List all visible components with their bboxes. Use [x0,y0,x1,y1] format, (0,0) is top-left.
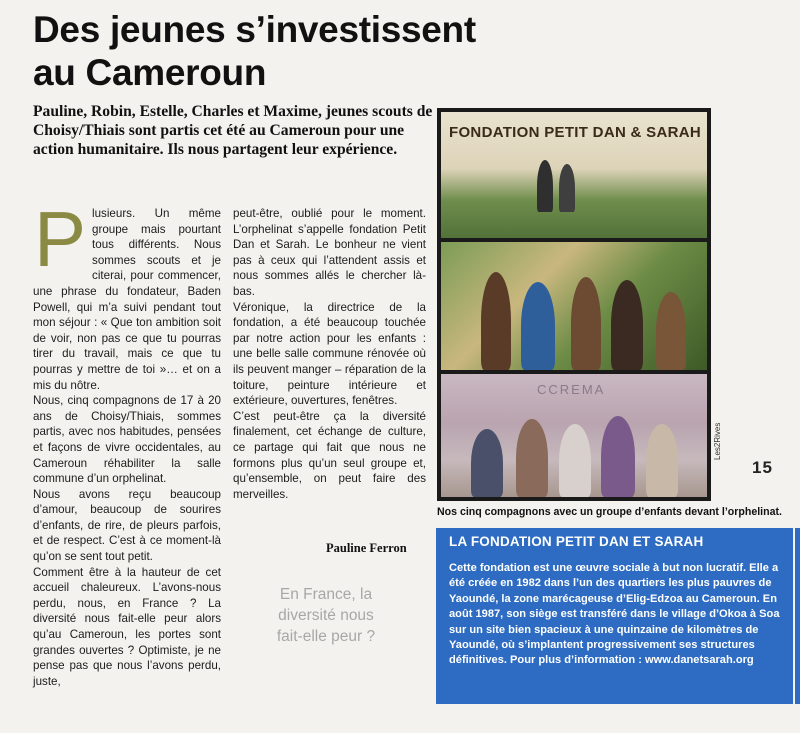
photo-collage [437,108,711,501]
photo-orphanage-sign [441,112,707,238]
title-line-2: au Cameroun [33,52,267,93]
paragraph: Véronique, la directrice de la fondation, a été beaucoup touchée par notre action pour les enfants : une belle salle commune rénovée où ils peuvent manger – réparation de la toiture, peinture intérieure et extérieure, ouvertures, fenêtres. [233,300,426,408]
paragraph: Nous, cinq compagnons de 17 à 20 ans de Choisy/Thiais, sommes partis, avec nos habitudes, pensées et façons de vivre occidentales, au Cameroun réhabiliter la salle commune d’un orphelinat. [33,394,221,486]
drop-cap: P [34,195,87,283]
painted-figure [537,160,553,212]
info-box [436,528,793,704]
paragraph: Comment être à la hauteur de cet accueil chaleureux. L’avons-nous perdu, nous, en France ? La diversité nous fait-elle peur alors qu’au Cameroun, les portes sont grandes ouvertes ? Optimiste, je ne pense pas que nous l’avons perdu, juste, [33,565,221,688]
photo-caption: Nos cinq compagnons avec un groupe d’enfants devant l’orphelinat. [437,506,782,518]
body-column-2 [233,206,426,502]
article-lead: Pauline, Robin, Estelle, Charles et Maxime, jeunes scouts de Choisy/Thiais sont partis cet été au Cameroun pour une action humanitaire. Ils nous partagent leur expérience. [33,103,433,158]
paragraph: Nous avons reçu beaucoup d’amour, beaucoup de sourires d’enfants, de rire, de pleurs parfois, et de respect. C’est à ce moment-là qu’on se sent tout petit. [33,487,221,564]
scout-figure [516,419,548,497]
paragraph: peut-être, oublié pour le moment. L’orphelinat s’appelle fondation Petit Dan et Sarah. Le bonheur ne vient pas à ceux qui l’attendent assis et nous sommes allés le chercher là-bas. [233,207,426,298]
body-column-1 [33,195,221,689]
pull-quote: En France, la diversité nous fait-elle peur ? [276,586,376,645]
page-number: 15 [752,458,773,477]
paragraph: C’est peut-être ça la diversité finalement, cet échange de culture, ce partage qui fait que nous ne formons plus qu’un seul groupe et, qu’ensemble, on peut faire des merveilles. [233,409,426,501]
wall-sign-text: CCREMA [537,382,606,397]
scout-figure [601,416,635,497]
child-figure [521,282,555,370]
orphanage-sign-text: FONDATION PETIT DAN & SARAH [449,124,701,141]
scout-figure [646,424,678,497]
child-figure [611,280,643,370]
info-box-heading: LA FONDATION PETIT DAN ET SARAH [449,534,704,549]
paragraph: lusieurs. Un même groupe mais pourtant tous différents. Nous sommes scouts et je citerai, pour commencer, une phrase du fondateur, Baden Powell, qui m’a suivi pendant tout mon séjour : « Que ton ambition soit de voir, non pas ce que tu pourras tirer du travail, mais ce que tu pourras y mettre de toi »… et on a mis du nôtre. [33,207,221,392]
title-line-1: Des jeunes s’investissent [33,9,476,50]
child-figure [481,272,511,370]
photo-scouts-group [441,374,707,497]
page-edge-bar [795,528,800,704]
child-figure [571,277,601,370]
article-title [33,8,593,94]
painted-figure [559,164,575,212]
scout-figure [559,424,591,497]
scout-figure [471,429,503,497]
child-figure [656,292,686,370]
photo-children-group [441,242,707,370]
author-signature: Pauline Ferron [326,541,407,555]
info-box-text: Cette fondation est une œuvre sociale à but non lucratif. Elle a été créée en 1982 dans l’un des quartiers les plus pauvres de Yaoundé, la zone marécageuse d’Elig-Edzoa au Cameroun. En août 1987, son siège est transféré dans le village d’Okoa à Soa sur un site bien spacieux à une quinzaine de kilomètres de Yaoundé, où s’implantent progressivement ses structures définitives. Pour plus d’information : www.danetsarah.org [449,562,780,667]
photo-credit: Les2Rives [713,422,722,460]
